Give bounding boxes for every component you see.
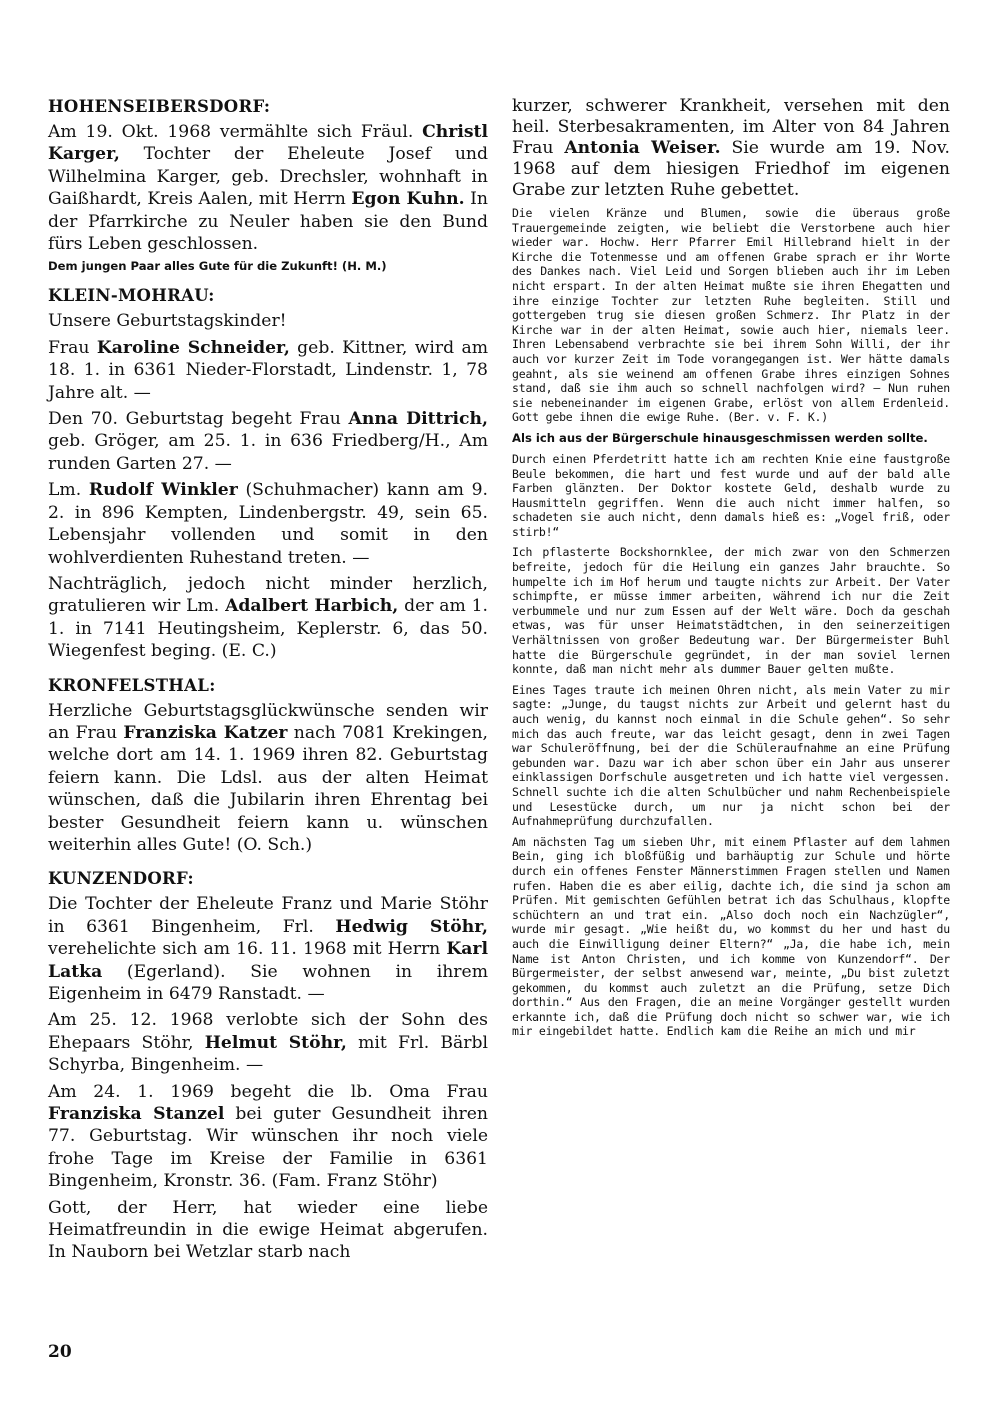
paragraph: Eines Tages traute ich meinen Ohren nicht, als mein Vater zu mir sagte: „Junge, du taugst nichts zur Arbeit und gelernt hast du auch wenig, du kannst noch einmal in die Schule gehen“. So sehr mich das auch freute, war das leicht gesagt, denn in zwei Tagen war Schuleröffnung, bei der die Schüleraufnahme an eine Prüfung gebunden war. Dazu war ich aber schon über ein Jahr aus unserer einklassigen Dorfschule ausgetreten und ich hatte viel vergessen. Schnell suchte ich die alten Schulbücher und nahm Rechenbeispiele und Lesestücke durch, um nur ja nicht schon bei der Aufnahmeprüfung durchzufallen. bbox=[512, 682, 950, 829]
heading-klein-mohrau: KLEIN-MOHRAU: bbox=[48, 286, 215, 306]
paragraph: Die Tochter der Eheleute Franz und Marie Stöhr in 6361 Bingenheim, Frl. Hedwig Stöhr, verehelichte sich am 16. 11. 1968 mit Herrn Karl Latka (Egerland). Sie wohnen in ihrem Eigenheim in 6479 Ranstadt. — bbox=[48, 894, 488, 1004]
paragraph: Unsere Geburtstagskinder! bbox=[48, 311, 287, 332]
paragraph: Gott, der Herr, hat wieder eine liebe Heimatfreundin in die ewige Heimat abgerufen. In Nauborn bei Wetzlar starb nach bbox=[48, 1197, 488, 1263]
paragraph: Am 24. 1. 1969 begeht die lb. Oma Frau Franziska Stanzel bei guter Gesundheit ihren 77. Geburtstag. Wir wünschen ihr noch viele frohe Tage im Kreise der Familie in 6361 Bingenheim, Kronstr. 36. (Fam. Franz Stöhr) bbox=[48, 1081, 488, 1192]
heading-kronfelsthal: KRONFELSTHAL: bbox=[48, 675, 216, 695]
heading-hohenseibersdorf: HOHENSEIBERSDORF: bbox=[48, 97, 271, 116]
paragraph: Nachträglich, jedoch nicht minder herzlich, gratulieren wir Lm. Adalbert Harbich, der am 1. 1. in 7141 Heutingsheim, Keplerstr. 6, das 50. Wiegenfest beging. (E. C.) bbox=[48, 573, 489, 662]
note: Dem jungen Paar alles Gute für die Zukunft! (H. M.) bbox=[48, 259, 387, 274]
heading-kunzendorf: KUNZENDORF: bbox=[48, 869, 194, 889]
page-number: 20 bbox=[48, 1342, 72, 1362]
article-heading: Als ich aus der Bürgerschule hinausgeschmissen werden sollte. bbox=[512, 430, 928, 445]
paragraph: kurzer, schwerer Krankheit, versehen mit den heil. Sterbesakramenten, im Alter von 84 Jahren Frau Antonia Weiser. Sie wurde am 19. Nov. 1968 auf dem hiesigen Friedhof im eigenen Grabe zur letzten Ruhe gebettet. bbox=[512, 96, 950, 200]
paragraph: Herzliche Geburtstagsglückwünsche senden wir an Frau Franziska Katzer nach 7081 Krekingen, welche dort am 14. 1. 1969 ihren 82. Geburtstag feiern kann. Die Ldsl. aus der alten Heimat wünschen, daß die Jubilarin ihren Ehrentag bei bester Gesundheit feiern kann u. wünschen weiterhin alles Gute! (O. Sch.) bbox=[48, 700, 488, 855]
paragraph: Am 25. 12. 1968 verlobte sich der Sohn des Ehepaars Stöhr, Helmut Stöhr, mit Frl. Bärbl Schyrba, Bingenheim. — bbox=[48, 1010, 488, 1076]
paragraph: Frau Karoline Schneider, geb. Kittner, wird am 18. 1. in 6361 Nieder-Florstadt, Lindenstr. 1, 78 Jahre alt. — bbox=[48, 337, 489, 403]
paragraph: Lm. Rudolf Winkler (Schuhmacher) kann am 9. 2. in 896 Kempten, Lindenbergstr. 49, sein 65. Lebensjahr vollenden und somit in den wohlverdienten Ruhestand treten. — bbox=[48, 480, 489, 568]
paragraph: Den 70. Geburtstag begeht Frau Anna Dittrich, geb. Gröger, am 25. 1. in 636 Friedberg/H., Am runden Garten 27. — bbox=[48, 409, 489, 474]
right-column bbox=[512, 96, 950, 1045]
paragraph: Am 19. Okt. 1968 vermählte sich Fräul. Christl Karger, Tochter der Eheleute Josef und Wilhelmina Karger, geb. Drechsler, wohnhaft in Gaißhardt, Kreis Aalen, mit Herrn Egon Kuhn. In der Pfarrkirche zu Neuler haben sie den Bund fürs Leben geschlossen. bbox=[48, 122, 488, 255]
paragraph: Durch einen Pferdetritt hatte ich am rechten Knie eine faustgroße Beule bekommen, die hart und fest wurde und auf der bald alle Farben glänzten. Der Doktor kostete Geld, deshalb wurde zu Hausmitteln gegriffen. Wenn die auch nicht immer halfen, so schadeten sie auch nicht, denn damals hieß es: „Vogel friß, oder stirb!“ bbox=[512, 451, 950, 539]
left-column bbox=[48, 96, 488, 1268]
paragraph: Die vielen Kränze und Blumen, sowie die überaus große Trauergemeinde zeigten, wie beliebt die Verstorbene auch hier wieder war. Hochw. Herr Pfarrer Emil Hillebrand hielt in der Kirche die Totenmesse und am offenen Grabe sprach er ihr Worte des Dankes nach. Viel Leid und Sorgen blieben auch ihr im Leben nicht erspart. In der alten Heimat mußte sie ihren Ehegatten und ihre einzige Tochter zur letzten Ruhe begleiten. Still und gottergeben trug sie diesen großen Schmerz. Ihr Platz in der Kirche war in der alten Heimat, sowie auch hier, niemals leer. Ihren Lebensabend verbrachte sie bei ihrem Sohn Willi, der ihr auch vor kurzer Zeit im Tode vorangegangen ist. Wer hätte damals geahnt, als sie weinend am offenen Grabe ihres einzigen Sohnes stand, daß sie ihm auch so schnell nachfolgen wird? — Nun ruhen sie nebeneinander im eigenen Grabe, erlöst von allem Erdenleid. Gott gebe ihnen die ewige Ruhe. (Ber. v. F. K.) bbox=[512, 206, 950, 425]
paragraph: Ich pflasterte Bockshornklee, der mich zwar von den Schmerzen befreite, jedoch für die Heilung ein ganzes Jahr brauchte. So humpelte ich im Hof herum und taugte nichts zur Arbeit. Der Vater schimpfte, er müsse immer arbeiten, während ich nur die Zeit verbummele und nur zum Essen auf der Welt wäre. Doch da geschah etwas, was für unser Heimatstädtchen, in den seinerzeitigen Verhältnissen von großer Bedeutung war. Der Bürgermeister Buhl hatte die Bürgerschule gegründet, in der man soviel lernen konnte, daß man nicht mehr als dummer Bauer gelten mußte. bbox=[512, 545, 950, 677]
paragraph: Am nächsten Tag um sieben Uhr, mit einem Pflaster auf dem lahmen Bein, ging ich bloßfüßig und barhäuptig zur Schule und hörte durch ein offenes Fenster Männerstimmen Fragen stellen und Namen rufen. Haben die es aber eilig, dachte ich, die sind ja schon am Prüfen. Mit gemischten Gefühlen betrat ich das Schulhaus, klopfte schüchtern an und trat ein. „Also doch noch ein Nachzügler“, wurde mir gesagt. „Wie heißt du, wo kommst du her und hast du auch die Einwilligung deiner Eltern?“ „Ja, die habe ich, mein Name ist Anton Christen, und ich komme von Kunzendorf“. Der Bürgermeister, der selbst anwesend war, meinte, „Du bist zuletzt gekommen, du kommst auch zuletzt an die Prüfung, setze Dich dorthin.“ Aus den Fragen, die an meine Vorgänger gestellt wurden erkannte ich, daß die Prüfung doch nicht so schwer war, wie ich mir eingebildet hatte. Endlich kam die Reihe an mich und mir bbox=[512, 834, 950, 1039]
